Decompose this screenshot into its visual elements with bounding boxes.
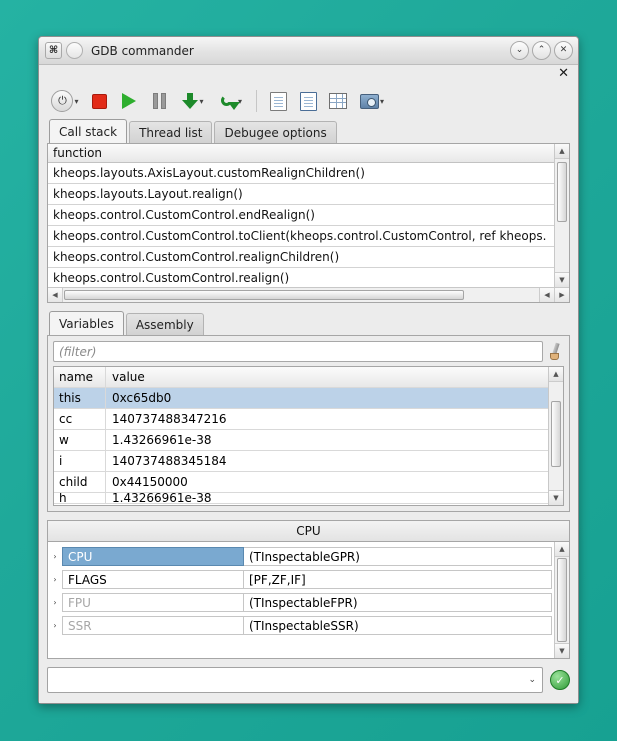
step-into-button[interactable]	[175, 87, 211, 115]
tab-variables[interactable]: Variables	[49, 311, 124, 335]
top-tabbar	[47, 119, 570, 143]
arrow-curve-icon	[220, 93, 237, 109]
chevron-down-icon[interactable]: ⌄	[528, 675, 536, 685]
chevron-down-icon: ▾	[199, 96, 204, 106]
pause-icon	[153, 93, 166, 109]
table-row[interactable]	[48, 614, 554, 637]
mid-tabbar	[47, 311, 570, 335]
callstack-column-header: function	[48, 144, 554, 163]
play-triangle-icon	[122, 93, 136, 109]
command-input[interactable]	[47, 667, 543, 693]
table-row[interactable]	[54, 430, 548, 451]
run-button[interactable]	[115, 87, 143, 115]
document-lines-icon	[300, 92, 317, 111]
tab-thread-list[interactable]: Thread list	[129, 121, 212, 143]
variable-value: 140737488347216	[112, 412, 227, 426]
scroll-up-arrow[interactable]: ▲	[555, 144, 569, 159]
scroll-down-arrow[interactable]: ▼	[555, 272, 569, 287]
expand-icon[interactable]: ›	[53, 552, 57, 561]
table-row[interactable]	[54, 493, 548, 504]
scrollbar-thumb[interactable]	[551, 401, 561, 467]
scroll-down-arrow[interactable]: ▼	[549, 490, 563, 505]
callstack-vertical-scrollbar[interactable]	[554, 144, 569, 287]
variables-grid	[53, 366, 564, 506]
table-row[interactable]	[54, 451, 548, 472]
variable-name: h	[54, 493, 106, 503]
chevron-down-icon: ▾	[74, 96, 79, 106]
scroll-up-arrow[interactable]: ▲	[555, 542, 569, 557]
registers-view-button[interactable]	[324, 87, 352, 115]
variable-name: this	[54, 388, 106, 408]
debug-toolbar	[47, 83, 570, 119]
scroll-left-arrow[interactable]: ◀	[48, 288, 63, 303]
close-button[interactable]: ✕	[554, 41, 573, 60]
variable-name: i	[54, 451, 106, 471]
scrollbar-thumb[interactable]	[557, 558, 567, 642]
register-name: FPU	[62, 593, 244, 612]
tab-debugee-options[interactable]: Debugee options	[214, 121, 336, 143]
scroll-right-arrow[interactable]: ▶	[554, 288, 569, 303]
col-header-name: name	[54, 367, 106, 387]
step-over-button[interactable]	[213, 87, 249, 115]
table-row[interactable]	[48, 568, 554, 591]
stop-square-icon	[92, 94, 107, 109]
register-value: [PF,ZF,IF]	[244, 570, 552, 589]
power-button[interactable]	[47, 87, 83, 115]
table-row[interactable]: kheops.control.CustomControl.toClient(kheops.control.CustomControl, ref kheops.	[48, 226, 554, 247]
expand-icon[interactable]: ›	[53, 575, 57, 584]
table-row[interactable]: kheops.control.CustomControl.realignChildren()	[48, 247, 554, 268]
table-row[interactable]	[54, 388, 548, 409]
variables-vertical-scrollbar[interactable]	[548, 367, 563, 505]
register-value: (TInspectableGPR)	[244, 547, 552, 566]
variable-value: 1.43266961e-38	[112, 433, 212, 447]
variables-header-row	[54, 367, 548, 388]
window-controls	[510, 41, 573, 60]
table-row[interactable]	[54, 472, 548, 493]
minimize-button[interactable]: ⌄	[510, 41, 529, 60]
stop-button[interactable]	[85, 87, 113, 115]
register-value: (TInspectableFPR)	[244, 593, 552, 612]
screenshot-button[interactable]	[354, 87, 390, 115]
tab-call-stack[interactable]: Call stack	[49, 119, 127, 143]
register-name: FLAGS	[62, 570, 244, 589]
table-row[interactable]: kheops.control.CustomControl.endRealign()	[48, 205, 554, 226]
window-title: GDB commander	[91, 43, 194, 58]
variable-value: 0x44150000	[112, 475, 188, 489]
cpu-panel	[47, 520, 570, 659]
memory-view-button[interactable]	[264, 87, 292, 115]
variable-value: 0xc65db0	[112, 391, 172, 405]
document-icon	[270, 92, 287, 111]
variables-panel	[47, 335, 570, 512]
camera-icon	[360, 94, 379, 109]
variable-value: 140737488345184	[112, 454, 227, 468]
table-row[interactable]	[48, 591, 554, 614]
scroll-down-arrow[interactable]: ▼	[555, 643, 569, 658]
chevron-down-icon: ▾	[237, 96, 242, 106]
table-row[interactable]: kheops.control.CustomControl.realign()	[48, 268, 554, 289]
table-row[interactable]: kheops.layouts.Layout.realign()	[48, 184, 554, 205]
gdb-commander-window	[38, 36, 579, 704]
table-row[interactable]: kheops.layouts.AxisLayout.customRealignChildren()	[48, 163, 554, 184]
window-titlebar[interactable]	[39, 37, 578, 65]
register-value: (TInspectableSSR)	[244, 616, 552, 635]
command-bar	[47, 667, 570, 693]
variable-name: child	[54, 472, 106, 492]
tab-assembly[interactable]: Assembly	[126, 313, 204, 335]
col-header-value: value	[112, 370, 145, 384]
filter-row	[53, 341, 564, 362]
window-menu-icon[interactable]	[66, 42, 83, 59]
register-name: CPU	[62, 547, 244, 566]
cpu-register-list	[47, 541, 570, 659]
table-row[interactable]	[48, 545, 554, 568]
filter-input[interactable]: (filter)	[53, 341, 543, 362]
panel-close-icon[interactable]: ✕	[558, 66, 569, 81]
scroll-left-arrow-2[interactable]: ◀	[539, 288, 554, 303]
cpu-vertical-scrollbar[interactable]	[554, 542, 569, 658]
variable-name: w	[54, 430, 106, 450]
variable-name: cc	[54, 409, 106, 429]
scrollbar-thumb[interactable]	[64, 290, 464, 300]
cpu-panel-title: CPU	[47, 520, 570, 541]
grid-icon	[329, 93, 347, 109]
maximize-button[interactable]: ⌃	[532, 41, 551, 60]
window-client-area	[39, 65, 578, 703]
arrow-down-icon	[182, 93, 198, 109]
call-stack-panel	[47, 143, 570, 303]
register-name: SSR	[62, 616, 244, 635]
table-row[interactable]	[54, 409, 548, 430]
pause-button[interactable]	[145, 87, 173, 115]
toolbar-separator	[256, 90, 257, 112]
brush-icon[interactable]	[548, 343, 564, 361]
source-view-button[interactable]	[294, 87, 322, 115]
scroll-up-arrow[interactable]: ▲	[549, 367, 563, 382]
submit-command-button[interactable]: ✓	[550, 670, 570, 690]
expand-icon[interactable]: ›	[53, 621, 57, 630]
expand-icon[interactable]: ›	[53, 598, 57, 607]
power-icon: ⏻	[51, 90, 73, 112]
variable-value: 1.43266961e-38	[112, 493, 212, 504]
chevron-down-icon: ▾	[379, 96, 384, 106]
gdb-app-icon: ⌘	[45, 42, 62, 59]
scrollbar-thumb[interactable]	[557, 162, 567, 222]
callstack-horizontal-scrollbar[interactable]	[48, 287, 569, 302]
